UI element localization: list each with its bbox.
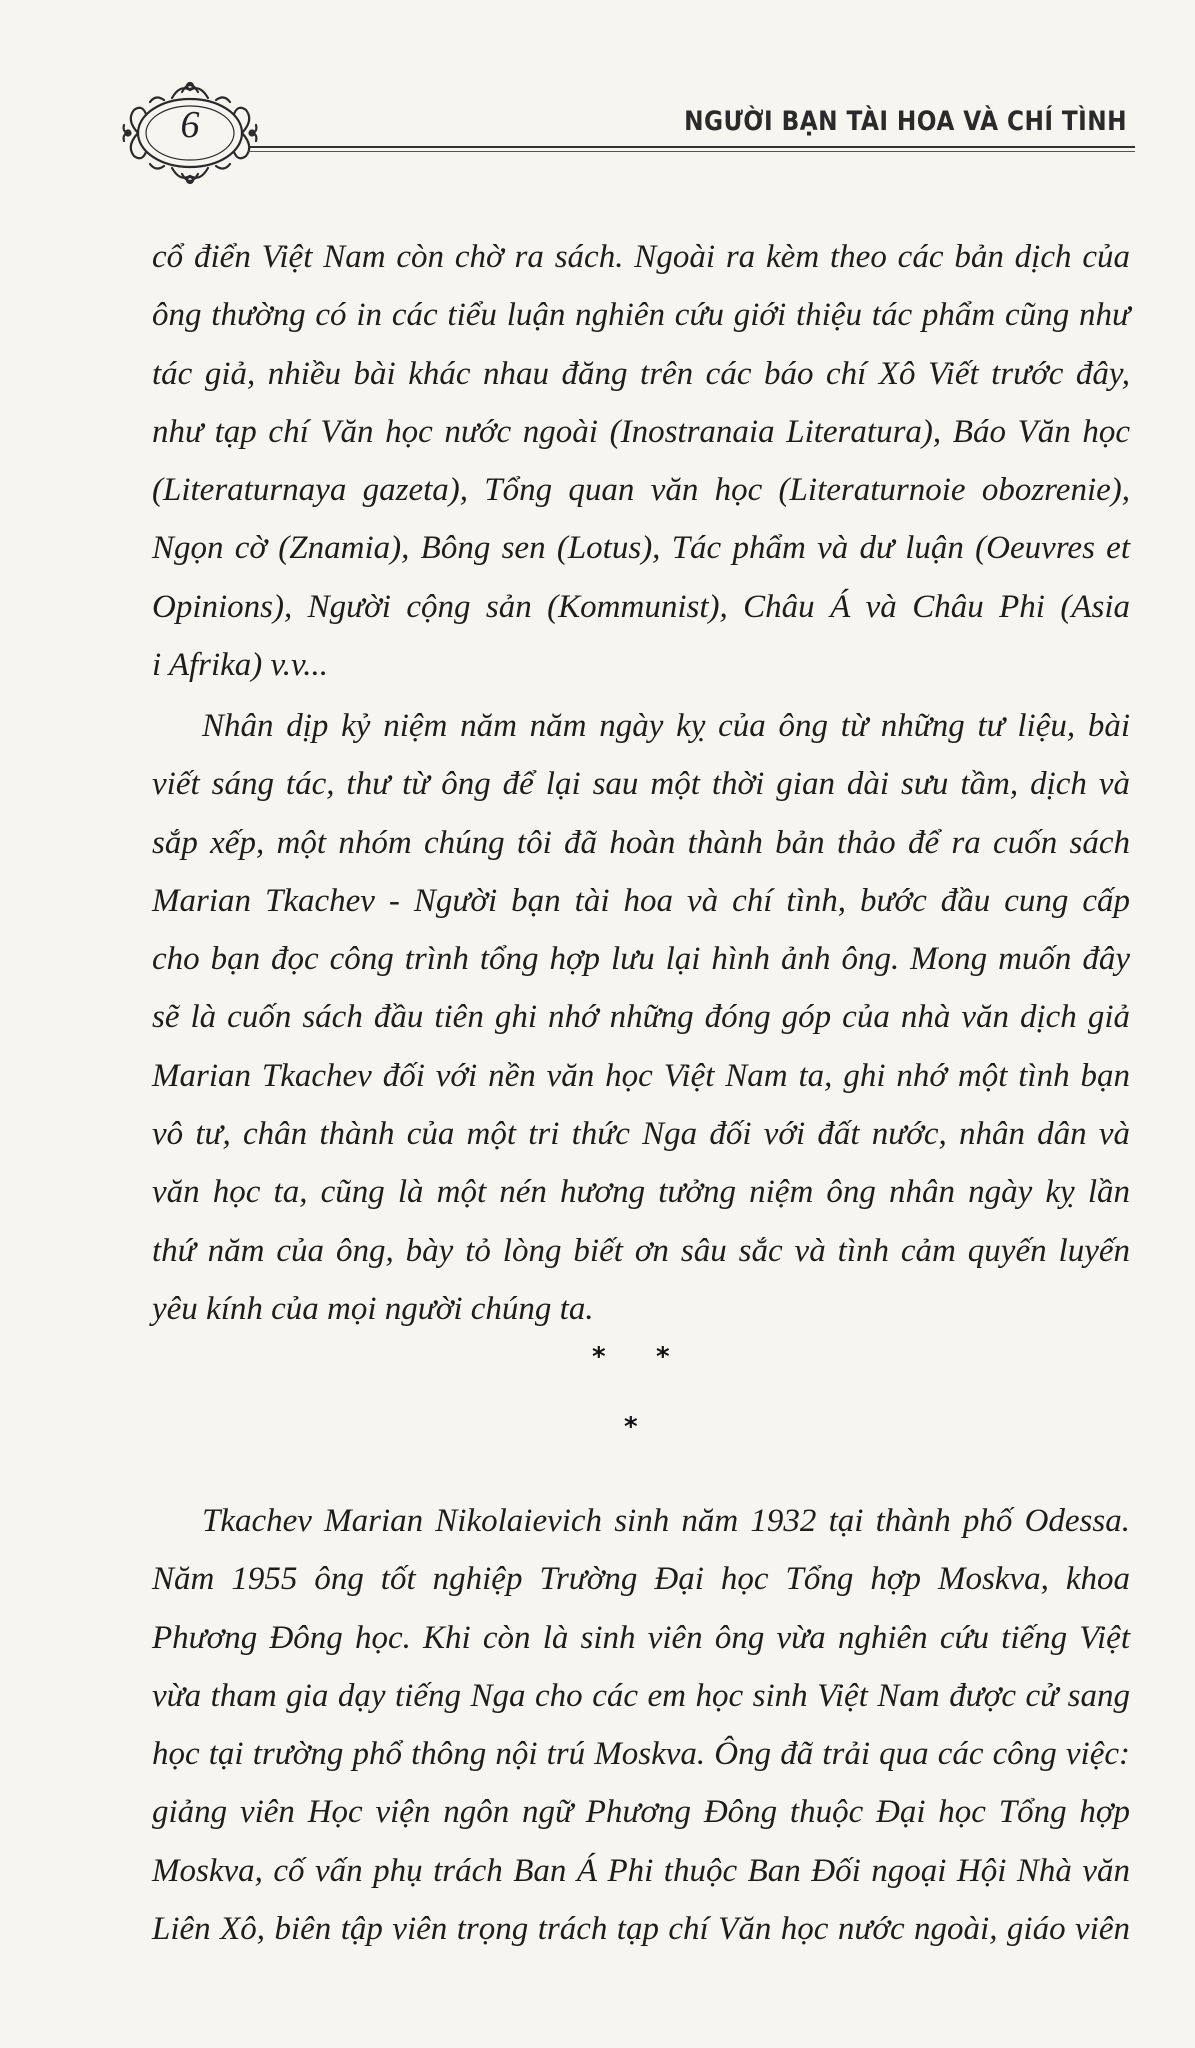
separator-star: * bbox=[624, 1412, 638, 1442]
text-line: học tại trường phổ thông nội trú Moskva. Ông đã trải qua các công việc: bbox=[152, 1736, 1130, 1773]
text-line: Nhân dịp kỷ niệm năm năm ngày kỵ của ông từ những tư liệu, bài bbox=[202, 708, 1130, 744]
separator-star: * bbox=[656, 1342, 670, 1372]
text-line: Năm 1955 ông tốt nghiệp Trường Đại học Tổng hợp Moskva, khoa bbox=[152, 1561, 1130, 1598]
text-line: Marian Tkachev - Người bạn tài hoa và chí tình, bước đầu cung cấp bbox=[152, 882, 1130, 919]
text-line: (Literaturnaya gazeta), Tổng quan văn học (Literaturnoie obozrenie), bbox=[152, 472, 1130, 509]
text-line: Tkachev Marian Nikolaievich sinh năm 1932 tại thành phố Odessa. bbox=[202, 1503, 1130, 1539]
separator-star: * bbox=[592, 1342, 606, 1372]
text-line: Moskva, cố vấn phụ trách Ban Á Phi thuộc Ban Đối ngoại Hội Nhà văn bbox=[152, 1852, 1130, 1889]
text-line: sắp xếp, một nhóm chúng tôi đã hoàn thành bản thảo để ra cuốn sách bbox=[152, 824, 1130, 861]
paragraph-1 bbox=[152, 228, 1130, 694]
text-line: Phương Đông học. Khi còn là sinh viên ông vừa nghiên cứu tiếng Việt bbox=[152, 1619, 1130, 1656]
text-line: tác giả, nhiều bài khác nhau đăng trên các báo chí Xô Viết trước đây, bbox=[152, 355, 1130, 392]
paragraph-2 bbox=[152, 697, 1130, 1338]
text-line: cổ điển Việt Nam còn chờ ra sách. Ngoài ra kèm theo các bản dịch của bbox=[152, 239, 1130, 275]
text-line: như tạp chí Văn học nước ngoài (Inostranaia Literatura), Báo Văn học bbox=[152, 413, 1130, 450]
text-line: Marian Tkachev đối với nền văn học Việt Nam ta, ghi nhớ một tình bạn bbox=[152, 1057, 1130, 1094]
text-line: cho bạn đọc công trình tổng hợp lưu lại hình ảnh ông. Mong muốn đây bbox=[152, 941, 1130, 978]
header-rule-thin bbox=[248, 151, 1135, 152]
header-rule bbox=[248, 146, 1135, 148]
text-line: Liên Xô, biên tập viên trọng trách tạp chí Văn học nước ngoài, giáo viên bbox=[152, 1911, 1130, 1948]
text-line: ông thường có in các tiểu luận nghiên cứu giới thiệu tác phẩm cũng như bbox=[152, 297, 1130, 334]
text-line: sẽ là cuốn sách đầu tiên ghi nhớ những đóng góp của nhà văn dịch giả bbox=[152, 999, 1130, 1036]
text-line: Ngọn cờ (Znamia), Bông sen (Lotus), Tác phẩm và dư luận (Oeuvres et bbox=[152, 530, 1130, 567]
text-line: yêu kính của mọi người chúng ta. bbox=[152, 1290, 594, 1327]
text-line: thứ năm của ông, bày tỏ lòng biết ơn sâu sắc và tình cảm quyến luyến bbox=[152, 1232, 1130, 1269]
text-line: vừa tham gia dạy tiếng Nga cho các em học sinh Việt Nam được cử sang bbox=[152, 1677, 1130, 1714]
text-line: Opinions), Người cộng sản (Kommunist), Châu Á và Châu Phi (Asia bbox=[152, 588, 1130, 625]
page-header bbox=[120, 78, 1135, 188]
page-number: 6 bbox=[180, 104, 200, 146]
text-line: vô tư, chân thành của một tri thức Nga đối với đất nước, nhân dân và bbox=[152, 1116, 1130, 1153]
text-line: viết sáng tác, thư từ ông để lại sau một thời gian dài sưu tầm, dịch và bbox=[152, 766, 1130, 803]
text-line: i Afrika) v.v... bbox=[152, 647, 328, 684]
text-line: giảng viên Học viện ngôn ngữ Phương Đông thuộc Đại học Tổng hợp bbox=[152, 1794, 1130, 1831]
running-title: NGƯỜI BẠN TÀI HOA VÀ CHÍ TÌNH bbox=[684, 106, 1127, 137]
text-line: văn học ta, cũng là một nén hương tưởng niệm ông nhân ngày kỵ lần bbox=[152, 1174, 1130, 1211]
paragraph-3 bbox=[152, 1492, 1130, 1958]
